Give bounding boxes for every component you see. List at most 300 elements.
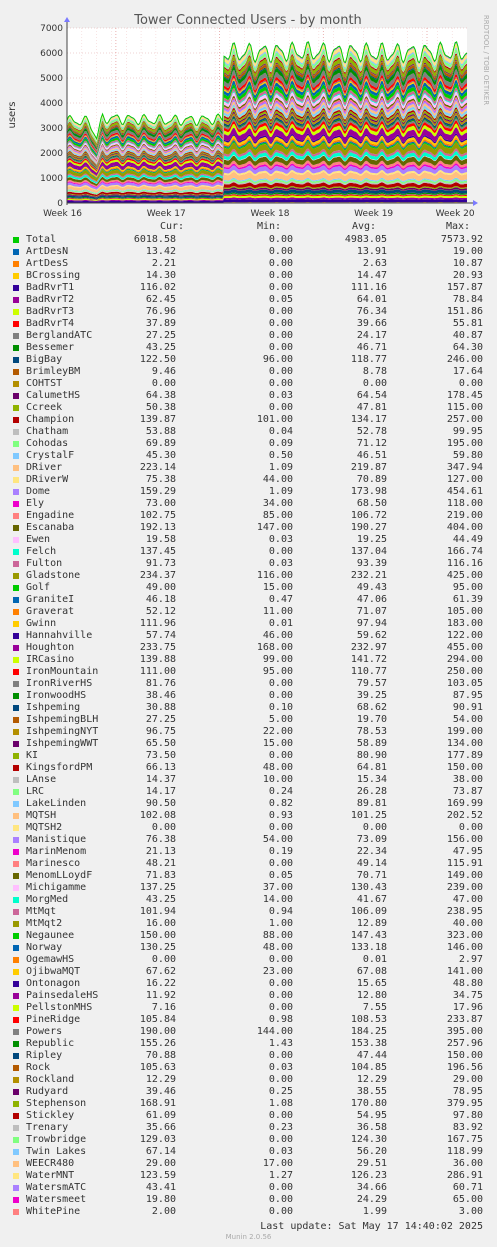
legend-row	[0, 558, 497, 570]
legend-value-avg: 38.55	[356, 1086, 387, 1097]
legend-swatch	[13, 1149, 19, 1155]
legend-series-name: DRiverW	[26, 474, 69, 485]
legend-series-name: BadRvrT3	[26, 306, 75, 317]
legend-series-name: KingsfordPM	[26, 762, 93, 773]
legend-value-max: 60.71	[452, 1182, 483, 1193]
legend-swatch	[13, 1197, 19, 1203]
legend-swatch	[13, 501, 19, 507]
legend-value-min: 0.24	[268, 786, 293, 797]
legend-series-name: IshpemingWWT	[26, 738, 99, 749]
legend-value-min: 0.00	[268, 1182, 293, 1193]
legend-value-avg: 52.78	[356, 426, 387, 437]
legend-value-max: 196.56	[446, 1062, 483, 1073]
legend-value-min: 0.00	[268, 1134, 293, 1145]
legend-value-avg: 0.01	[362, 954, 387, 965]
legend-series-name: LRC	[26, 786, 45, 797]
x-tick-label: Week 16	[43, 209, 83, 219]
legend-value-avg: 106.72	[350, 510, 387, 521]
legend-value-min: 0.47	[268, 594, 293, 605]
legend-value-avg: 93.39	[356, 558, 387, 569]
legend-swatch	[13, 1017, 19, 1023]
legend-value-avg: 232.21	[350, 570, 387, 581]
legend-value-min: 46.00	[262, 630, 293, 641]
legend-value-min: 116.00	[256, 570, 293, 581]
legend-swatch	[13, 249, 19, 255]
legend-row	[0, 810, 497, 822]
legend-value-min: 0.00	[268, 1110, 293, 1121]
legend-swatch	[13, 381, 19, 387]
legend-value-cur: 11.92	[145, 990, 176, 1001]
legend-series-name: KI	[26, 750, 39, 761]
legend-swatch	[13, 297, 19, 303]
legend-value-max: 183.00	[446, 618, 483, 629]
legend-value-max: 294.00	[446, 654, 483, 665]
legend-row	[0, 342, 497, 354]
legend-series-name: Graverat	[26, 606, 75, 617]
legend-value-min: 0.05	[268, 870, 293, 881]
legend-series-name: BadRvrT4	[26, 318, 75, 329]
legend-value-min: 0.00	[268, 1074, 293, 1085]
legend-value-avg: 15.34	[356, 774, 387, 785]
legend-swatch	[13, 369, 19, 375]
legend-swatch	[13, 1125, 19, 1131]
legend-swatch	[13, 717, 19, 723]
legend-row	[0, 450, 497, 462]
legend-value-avg: 15.65	[356, 978, 387, 989]
legend-swatch	[13, 453, 19, 459]
legend-series-name: IronRiverHS	[26, 678, 93, 689]
legend-swatch	[13, 1077, 19, 1083]
legend-series-name: Watersmeet	[26, 1194, 87, 1205]
legend-series-name: Ripley	[26, 1050, 63, 1061]
legend-swatch	[13, 1137, 19, 1143]
legend-value-avg: 73.09	[356, 834, 387, 845]
legend-value-cur: 159.29	[139, 486, 176, 497]
legend-value-cur: 223.14	[139, 462, 176, 473]
legend-row	[0, 846, 497, 858]
legend-value-avg: 0.00	[362, 822, 387, 833]
legend-row	[0, 1026, 497, 1038]
legend-swatch	[13, 537, 19, 543]
legend-value-min: 10.00	[262, 774, 293, 785]
legend-row	[0, 306, 497, 318]
legend-value-avg: 68.50	[356, 498, 387, 509]
legend-row	[0, 822, 497, 834]
legend-row	[0, 630, 497, 642]
legend-value-min: 147.00	[256, 522, 293, 533]
legend-swatch	[13, 393, 19, 399]
legend-series-name: MQTSH2	[26, 822, 63, 833]
legend-value-max: 65.00	[452, 1194, 483, 1205]
legend-value-avg: 108.53	[350, 1014, 387, 1025]
legend-value-max: 17.64	[452, 366, 483, 377]
legend-swatch	[13, 681, 19, 687]
legend-series-name: Trowbridge	[26, 1134, 87, 1145]
legend-value-min: 0.00	[268, 546, 293, 557]
legend-value-max: 19.00	[452, 246, 483, 257]
legend-value-min: 11.00	[262, 606, 293, 617]
y-tick-label: 1000	[40, 174, 63, 184]
legend-row	[0, 282, 497, 294]
legend-series-name: WhitePine	[26, 1206, 81, 1217]
legend-swatch	[13, 621, 19, 627]
legend-series-name: Gladstone	[26, 570, 81, 581]
legend-series-name: LAnse	[26, 774, 57, 785]
legend-value-avg: 14.47	[356, 270, 387, 281]
legend-swatch	[13, 969, 19, 975]
legend-swatch	[13, 957, 19, 963]
legend-swatch	[13, 561, 19, 567]
legend-value-avg: 47.06	[356, 594, 387, 605]
legend-value-max: 0.00	[458, 378, 483, 389]
legend-value-cur: 21.13	[145, 846, 176, 857]
legend-value-max: 454.61	[446, 486, 483, 497]
legend-value-min: 0.00	[268, 678, 293, 689]
legend-swatch	[13, 1161, 19, 1167]
legend-value-cur: 13.42	[145, 246, 176, 257]
legend-swatch	[13, 345, 19, 351]
legend-value-max: 379.95	[446, 1098, 483, 1109]
legend-value-min: 0.00	[268, 822, 293, 833]
legend-value-avg: 47.81	[356, 402, 387, 413]
legend-value-max: 202.52	[446, 810, 483, 821]
legend-row	[0, 930, 497, 942]
legend-swatch	[13, 645, 19, 651]
legend-value-max: 151.86	[446, 306, 483, 317]
legend-row	[0, 486, 497, 498]
legend-value-cur: 102.08	[139, 810, 176, 821]
legend-value-cur: 9.46	[151, 366, 176, 377]
legend-value-avg: 133.18	[350, 942, 387, 953]
legend-row	[0, 642, 497, 654]
legend-value-min: 0.00	[268, 978, 293, 989]
y-tick-label: 0	[57, 199, 63, 209]
legend-value-avg: 2.63	[362, 258, 387, 269]
legend-row	[0, 978, 497, 990]
legend-value-max: 3.00	[458, 1206, 483, 1217]
legend-value-max: 177.89	[446, 750, 483, 761]
legend-swatch	[13, 1089, 19, 1095]
legend-value-cur: 62.45	[145, 294, 176, 305]
legend-swatch	[13, 525, 19, 531]
legend-value-cur: 168.91	[139, 1098, 176, 1109]
legend-value-avg: 46.51	[356, 450, 387, 461]
legend-value-max: 134.00	[446, 738, 483, 749]
legend-series-name: CalumetHS	[26, 390, 81, 401]
legend-series-name: MtMqt	[26, 906, 57, 917]
legend-value-cur: 35.66	[145, 1122, 176, 1133]
legend-row	[0, 330, 497, 342]
legend-value-max: 115.00	[446, 402, 483, 413]
legend-row	[0, 1134, 497, 1146]
legend-value-cur: 46.18	[145, 594, 176, 605]
legend-row	[0, 990, 497, 1002]
legend-row	[0, 246, 497, 258]
legend-value-cur: 150.00	[139, 930, 176, 941]
legend-swatch	[13, 633, 19, 639]
legend-value-min: 44.00	[262, 474, 293, 485]
legend-row	[0, 258, 497, 270]
y-tick-label: 7000	[40, 24, 63, 34]
legend-series-name: BadRvrT2	[26, 294, 75, 305]
legend-value-min: 0.00	[268, 318, 293, 329]
legend-value-min: 0.00	[268, 1002, 293, 1013]
legend-row	[0, 570, 497, 582]
legend-value-min: 99.00	[262, 654, 293, 665]
legend-row	[0, 462, 497, 474]
legend-value-max: 286.91	[446, 1170, 483, 1181]
legend-value-avg: 39.25	[356, 690, 387, 701]
legend-row	[0, 390, 497, 402]
legend-value-max: 61.39	[452, 594, 483, 605]
legend-row	[0, 402, 497, 414]
legend-value-max: 78.84	[452, 294, 483, 305]
legend-value-min: 1.27	[268, 1170, 293, 1181]
legend-row	[0, 1002, 497, 1014]
legend-value-avg: 49.43	[356, 582, 387, 593]
legend-series-name: BrimleyBM	[26, 366, 81, 377]
legend-value-min: 0.00	[268, 378, 293, 389]
legend-series-name: Dome	[26, 486, 51, 497]
x-tick-label: Week 18	[250, 209, 290, 219]
legend-value-max: 233.87	[446, 1014, 483, 1025]
legend-value-max: 157.87	[446, 282, 483, 293]
legend	[0, 234, 497, 1218]
legend-row	[0, 270, 497, 282]
legend-swatch	[13, 585, 19, 591]
legend-value-min: 0.98	[268, 1014, 293, 1025]
legend-swatch	[13, 861, 19, 867]
legend-swatch	[13, 549, 19, 555]
legend-value-min: 1.00	[268, 918, 293, 929]
legend-row	[0, 1086, 497, 1098]
legend-value-cur: 66.13	[145, 762, 176, 773]
legend-value-avg: 101.25	[350, 810, 387, 821]
legend-series-name: Republic	[26, 1038, 75, 1049]
legend-value-max: 2.97	[458, 954, 483, 965]
legend-swatch	[13, 513, 19, 519]
legend-value-min: 22.00	[262, 726, 293, 737]
legend-row	[0, 594, 497, 606]
legend-swatch	[13, 1173, 19, 1179]
legend-value-cur: 52.12	[145, 606, 176, 617]
legend-series-name: DRiver	[26, 462, 63, 473]
legend-value-max: 347.94	[446, 462, 483, 473]
legend-value-avg: 137.04	[350, 546, 387, 557]
legend-value-avg: 29.51	[356, 1158, 387, 1169]
legend-value-avg: 34.66	[356, 1182, 387, 1193]
legend-swatch	[13, 789, 19, 795]
legend-value-cur: 43.41	[145, 1182, 176, 1193]
legend-series-name: IshpemingBLH	[26, 714, 99, 725]
legend-series-name: Fulton	[26, 558, 63, 569]
legend-series-name: Rockland	[26, 1074, 75, 1085]
legend-series-name: PellstonMHS	[26, 1002, 93, 1013]
legend-value-avg: 232.97	[350, 642, 387, 653]
legend-header-cur: Cur:	[160, 221, 185, 232]
legend-row	[0, 726, 497, 738]
y-tick-label: 6000	[40, 49, 63, 59]
rrdtool-side-label: RRDTOOL / TOBI OETIKER	[482, 14, 490, 106]
legend-value-cur: 139.88	[139, 654, 176, 665]
legend-series-name: MorgMed	[26, 894, 69, 905]
legend-swatch	[13, 729, 19, 735]
legend-value-min: 0.03	[268, 558, 293, 569]
legend-series-name: Stickley	[26, 1110, 75, 1121]
y-axis-label: users	[7, 101, 18, 129]
legend-row	[0, 1194, 497, 1206]
legend-row	[0, 534, 497, 546]
legend-series-name: Champion	[26, 414, 75, 425]
legend-swatch	[13, 1029, 19, 1035]
legend-value-avg: 12.89	[356, 918, 387, 929]
legend-swatch	[13, 741, 19, 747]
legend-series-name: PineRidge	[26, 1014, 81, 1025]
legend-value-avg: 4983.05	[344, 234, 387, 245]
legend-swatch	[13, 669, 19, 675]
legend-value-max: 38.00	[452, 774, 483, 785]
legend-value-max: 90.91	[452, 702, 483, 713]
legend-value-avg: 173.98	[350, 486, 387, 497]
legend-row	[0, 606, 497, 618]
legend-swatch	[13, 429, 19, 435]
legend-series-name: Powers	[26, 1026, 63, 1037]
legend-value-max: 395.00	[446, 1026, 483, 1037]
legend-row	[0, 798, 497, 810]
legend-value-max: 44.49	[452, 534, 483, 545]
legend-row	[0, 1038, 497, 1050]
legend-value-avg: 68.62	[356, 702, 387, 713]
y-tick-label: 5000	[40, 74, 63, 84]
legend-row	[0, 426, 497, 438]
legend-series-name: GraniteI	[26, 594, 75, 605]
legend-value-cur: 14.37	[145, 774, 176, 785]
legend-value-cur: 102.75	[139, 510, 176, 521]
legend-swatch	[13, 1053, 19, 1059]
munin-version-text: Munin 2.0.56	[225, 1233, 272, 1241]
legend-value-cur: 30.88	[145, 702, 176, 713]
legend-value-cur: 53.88	[145, 426, 176, 437]
legend-swatch	[13, 885, 19, 891]
legend-series-name: COHTST	[26, 378, 63, 389]
y-tick-label: 4000	[40, 99, 63, 109]
legend-value-avg: 219.87	[350, 462, 387, 473]
legend-series-name: Negaunee	[26, 930, 75, 941]
legend-value-min: 0.00	[268, 330, 293, 341]
legend-row	[0, 1206, 497, 1218]
legend-value-cur: 64.38	[145, 390, 176, 401]
legend-swatch	[13, 417, 19, 423]
legend-value-avg: 190.27	[350, 522, 387, 533]
legend-series-name: Trenary	[26, 1122, 69, 1133]
legend-row	[0, 1062, 497, 1074]
legend-value-avg: 64.01	[356, 294, 387, 305]
legend-swatch	[13, 897, 19, 903]
legend-row	[0, 522, 497, 534]
legend-value-cur: 29.00	[145, 1158, 176, 1169]
legend-row	[0, 894, 497, 906]
legend-value-avg: 39.66	[356, 318, 387, 329]
legend-swatch	[13, 489, 19, 495]
legend-value-cur: 19.80	[145, 1194, 176, 1205]
y-axis-arrow	[64, 17, 70, 22]
legend-value-avg: 170.80	[350, 1098, 387, 1109]
legend-value-cur: 155.26	[139, 1038, 176, 1049]
legend-value-min: 15.00	[262, 582, 293, 593]
legend-row	[0, 1182, 497, 1194]
legend-value-cur: 122.50	[139, 354, 176, 365]
legend-value-max: 246.00	[446, 354, 483, 365]
legend-value-min: 0.93	[268, 810, 293, 821]
legend-value-min: 0.01	[268, 618, 293, 629]
legend-value-max: 257.96	[446, 1038, 483, 1049]
legend-value-avg: 67.08	[356, 966, 387, 977]
legend-series-name: Ccreek	[26, 402, 63, 413]
legend-series-name: WEECR480	[26, 1158, 75, 1169]
legend-series-name: BCrossing	[26, 270, 81, 281]
legend-value-min: 0.23	[268, 1122, 293, 1133]
legend-series-name: MenomLLoydF	[26, 870, 93, 881]
legend-value-cur: 27.25	[145, 714, 176, 725]
legend-value-avg: 54.95	[356, 1110, 387, 1121]
legend-series-name: Golf	[26, 582, 51, 593]
legend-value-min: 0.00	[268, 246, 293, 257]
legend-swatch	[13, 405, 19, 411]
legend-value-avg: 89.81	[356, 798, 387, 809]
legend-value-min: 0.94	[268, 906, 293, 917]
legend-row	[0, 234, 497, 246]
legend-value-cur: 90.50	[145, 798, 176, 809]
legend-value-max: 47.95	[452, 846, 483, 857]
legend-value-avg: 36.58	[356, 1122, 387, 1133]
x-tick-label: Week 19	[354, 209, 394, 219]
legend-value-cur: 50.38	[145, 402, 176, 413]
legend-series-name: Felch	[26, 546, 57, 557]
legend-value-avg: 70.71	[356, 870, 387, 881]
legend-value-max: 7573.92	[440, 234, 483, 245]
legend-value-avg: 19.70	[356, 714, 387, 725]
legend-value-max: 141.00	[446, 966, 483, 977]
legend-series-name: Twin Lakes	[26, 1146, 87, 1157]
legend-value-avg: 104.85	[350, 1062, 387, 1073]
legend-value-cur: 6018.58	[133, 234, 176, 245]
legend-swatch	[13, 465, 19, 471]
legend-swatch	[13, 1185, 19, 1191]
legend-value-cur: 19.58	[145, 534, 176, 545]
legend-value-max: 257.00	[446, 414, 483, 425]
legend-value-max: 78.95	[452, 1086, 483, 1097]
legend-swatch	[13, 609, 19, 615]
legend-value-min: 14.00	[262, 894, 293, 905]
legend-value-avg: 0.00	[362, 378, 387, 389]
legend-swatch	[13, 837, 19, 843]
legend-value-avg: 184.25	[350, 1026, 387, 1037]
legend-series-name: Houghton	[26, 642, 75, 653]
legend-value-avg: 134.17	[350, 414, 387, 425]
legend-swatch	[13, 357, 19, 363]
legend-swatch	[13, 909, 19, 915]
legend-value-cur: 101.94	[139, 906, 176, 917]
legend-value-max: 48.80	[452, 978, 483, 989]
legend-row	[0, 1110, 497, 1122]
legend-value-cur: 139.87	[139, 414, 176, 425]
legend-value-min: 0.03	[268, 534, 293, 545]
legend-value-avg: 13.91	[356, 246, 387, 257]
y-tick-label: 2000	[40, 149, 63, 159]
legend-value-max: 29.00	[452, 1074, 483, 1085]
legend-value-max: 169.99	[446, 798, 483, 809]
x-tick-label: Week 17	[146, 209, 186, 219]
